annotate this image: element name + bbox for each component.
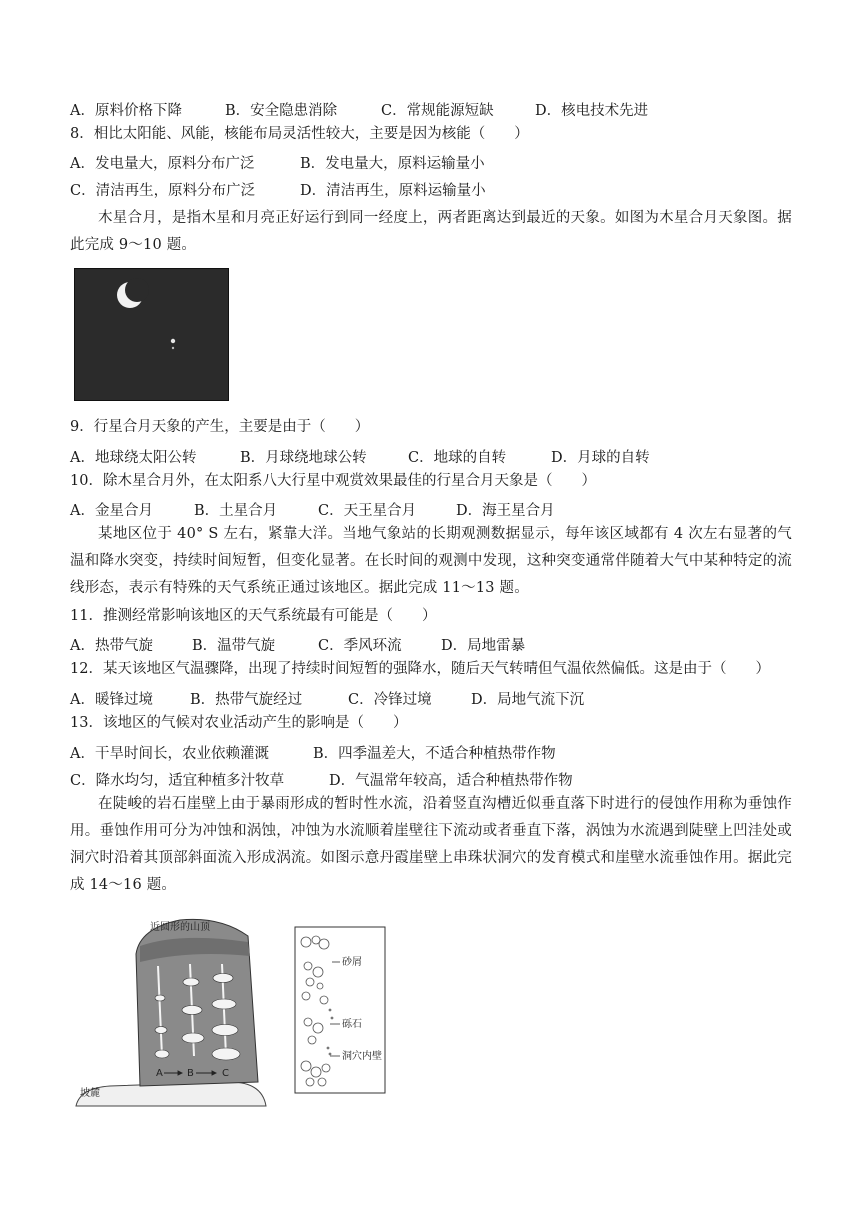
option-b: B．安全隐患消除 <box>225 103 338 119</box>
option-b: B．热带气旋经过 <box>190 692 303 708</box>
option-d: D．清洁再生，原料运输量小 <box>300 183 486 199</box>
question-12-stem: 12．某天该地区气温骤降，出现了持续时间短暂的强降水，随后天气转晴但气温依然偏低。这是由于（ ） <box>70 661 770 677</box>
label-a: A <box>156 1068 163 1079</box>
option-b: B．土星合月 <box>194 503 278 519</box>
option-a: A．发电量大，原料分布广泛 <box>70 156 255 172</box>
option-b: B．月球绕地球公转 <box>240 450 367 466</box>
option-a: A．金星合月 <box>70 503 153 519</box>
summit-label: 近圆形的山顶 <box>150 922 210 933</box>
option-b: B．温带气旋 <box>192 638 276 654</box>
option-d: D．气温常年较高，适合种植热带作物 <box>329 773 573 789</box>
option-c: C．常规能源短缺 <box>381 103 494 119</box>
option-c: C．地球的自转 <box>408 450 507 466</box>
option-a: A．暖锋过境 <box>70 692 153 708</box>
sand-label: 砂屑 <box>342 957 362 968</box>
option-d: D．局地雷暴 <box>441 638 526 654</box>
option-d: D．月球的自转 <box>551 450 650 466</box>
cave-wall-label: 洞穴内壁 <box>342 1051 382 1062</box>
option-a: A．原料价格下降 <box>70 103 182 119</box>
question-11-stem: 11．推测经常影响该地区的天气系统最有可能是（ ） <box>70 608 437 624</box>
question-13-stem: 13．该地区的气候对农业活动产生的影响是（ ） <box>70 715 408 731</box>
label-b: B <box>187 1068 194 1079</box>
gravel-label: 砾石 <box>342 1019 362 1030</box>
passage-14-16: 在陡峻的岩石崖壁上由于暴雨形成的暂时性水流，沿着竖直沟槽近似垂直落下时进行的侵蚀作用称为垂蚀作用。垂蚀作用可分为冲蚀和涡蚀，冲蚀为水流顺着崖壁往下流动或者垂直下落，涡蚀为水流遇到陡壁上凹洼处或洞穴时沿着其顶部斜面流入形成涡流。如图示意丹霞崖壁上串珠状洞穴的发育模式和崖壁水流垂蚀作用。据此完成 14～16 题。 <box>70 796 792 893</box>
option-a: A．地球绕太阳公转 <box>70 450 197 466</box>
option-d: D．局地气流下沉 <box>471 692 585 708</box>
cliff-erosion-figure <box>70 906 280 1114</box>
option-c: C．降水均匀，适宜种植多汁牧草 <box>70 773 285 789</box>
question-9-stem: 9．行星合月天象的产生，主要是由于（ ） <box>70 419 370 435</box>
option-b: B．四季温差大，不适合种植热带作物 <box>313 746 556 762</box>
option-d: D．海王星合月 <box>456 503 555 519</box>
cave-section-figure <box>294 926 386 1094</box>
option-a: A．热带气旋 <box>70 638 153 654</box>
slope-label: 坡麓 <box>80 1088 100 1099</box>
option-a: A．干旱时间长，农业依赖灌溉 <box>70 746 269 762</box>
option-c: C．冷锋过境 <box>348 692 432 708</box>
passage-11-13: 某地区位于 40° S 左右，紧靠大洋。当地气象站的长期观测数据显示，每年该区域都有 4 次左右显著的气温和降水突变，持续时间短暂，但变化显著。在长时间的观测中发现，这种突变通常伴随着大气中某种特定的流线形态，表示有特殊的天气系统正通过该地区。据此完成 11～13 题。 <box>70 526 792 596</box>
option-c: C．清洁再生，原料分布广泛 <box>70 183 256 199</box>
option-d: D．核电技术先进 <box>535 103 649 119</box>
question-8-stem: 8．相比太阳能、风能，核能布局灵活性较大，主要是因为核能（ ） <box>70 126 529 142</box>
option-b: B．发电量大，原料运输量小 <box>300 156 485 172</box>
passage-9-10: 木星合月，是指木星和月亮正好运行到同一经度上，两者距离达到最近的天象。如图为木星合月天象图。据此完成 9～10 题。 <box>70 210 792 253</box>
option-c: C．天王星合月 <box>318 503 417 519</box>
jupiter-moon-photo <box>74 268 229 401</box>
question-10-stem: 10．除木星合月外，在太阳系八大行星中观赏效果最佳的行星合月天象是（ ） <box>70 473 596 489</box>
label-c: C <box>222 1068 229 1079</box>
option-c: C．季风环流 <box>318 638 402 654</box>
